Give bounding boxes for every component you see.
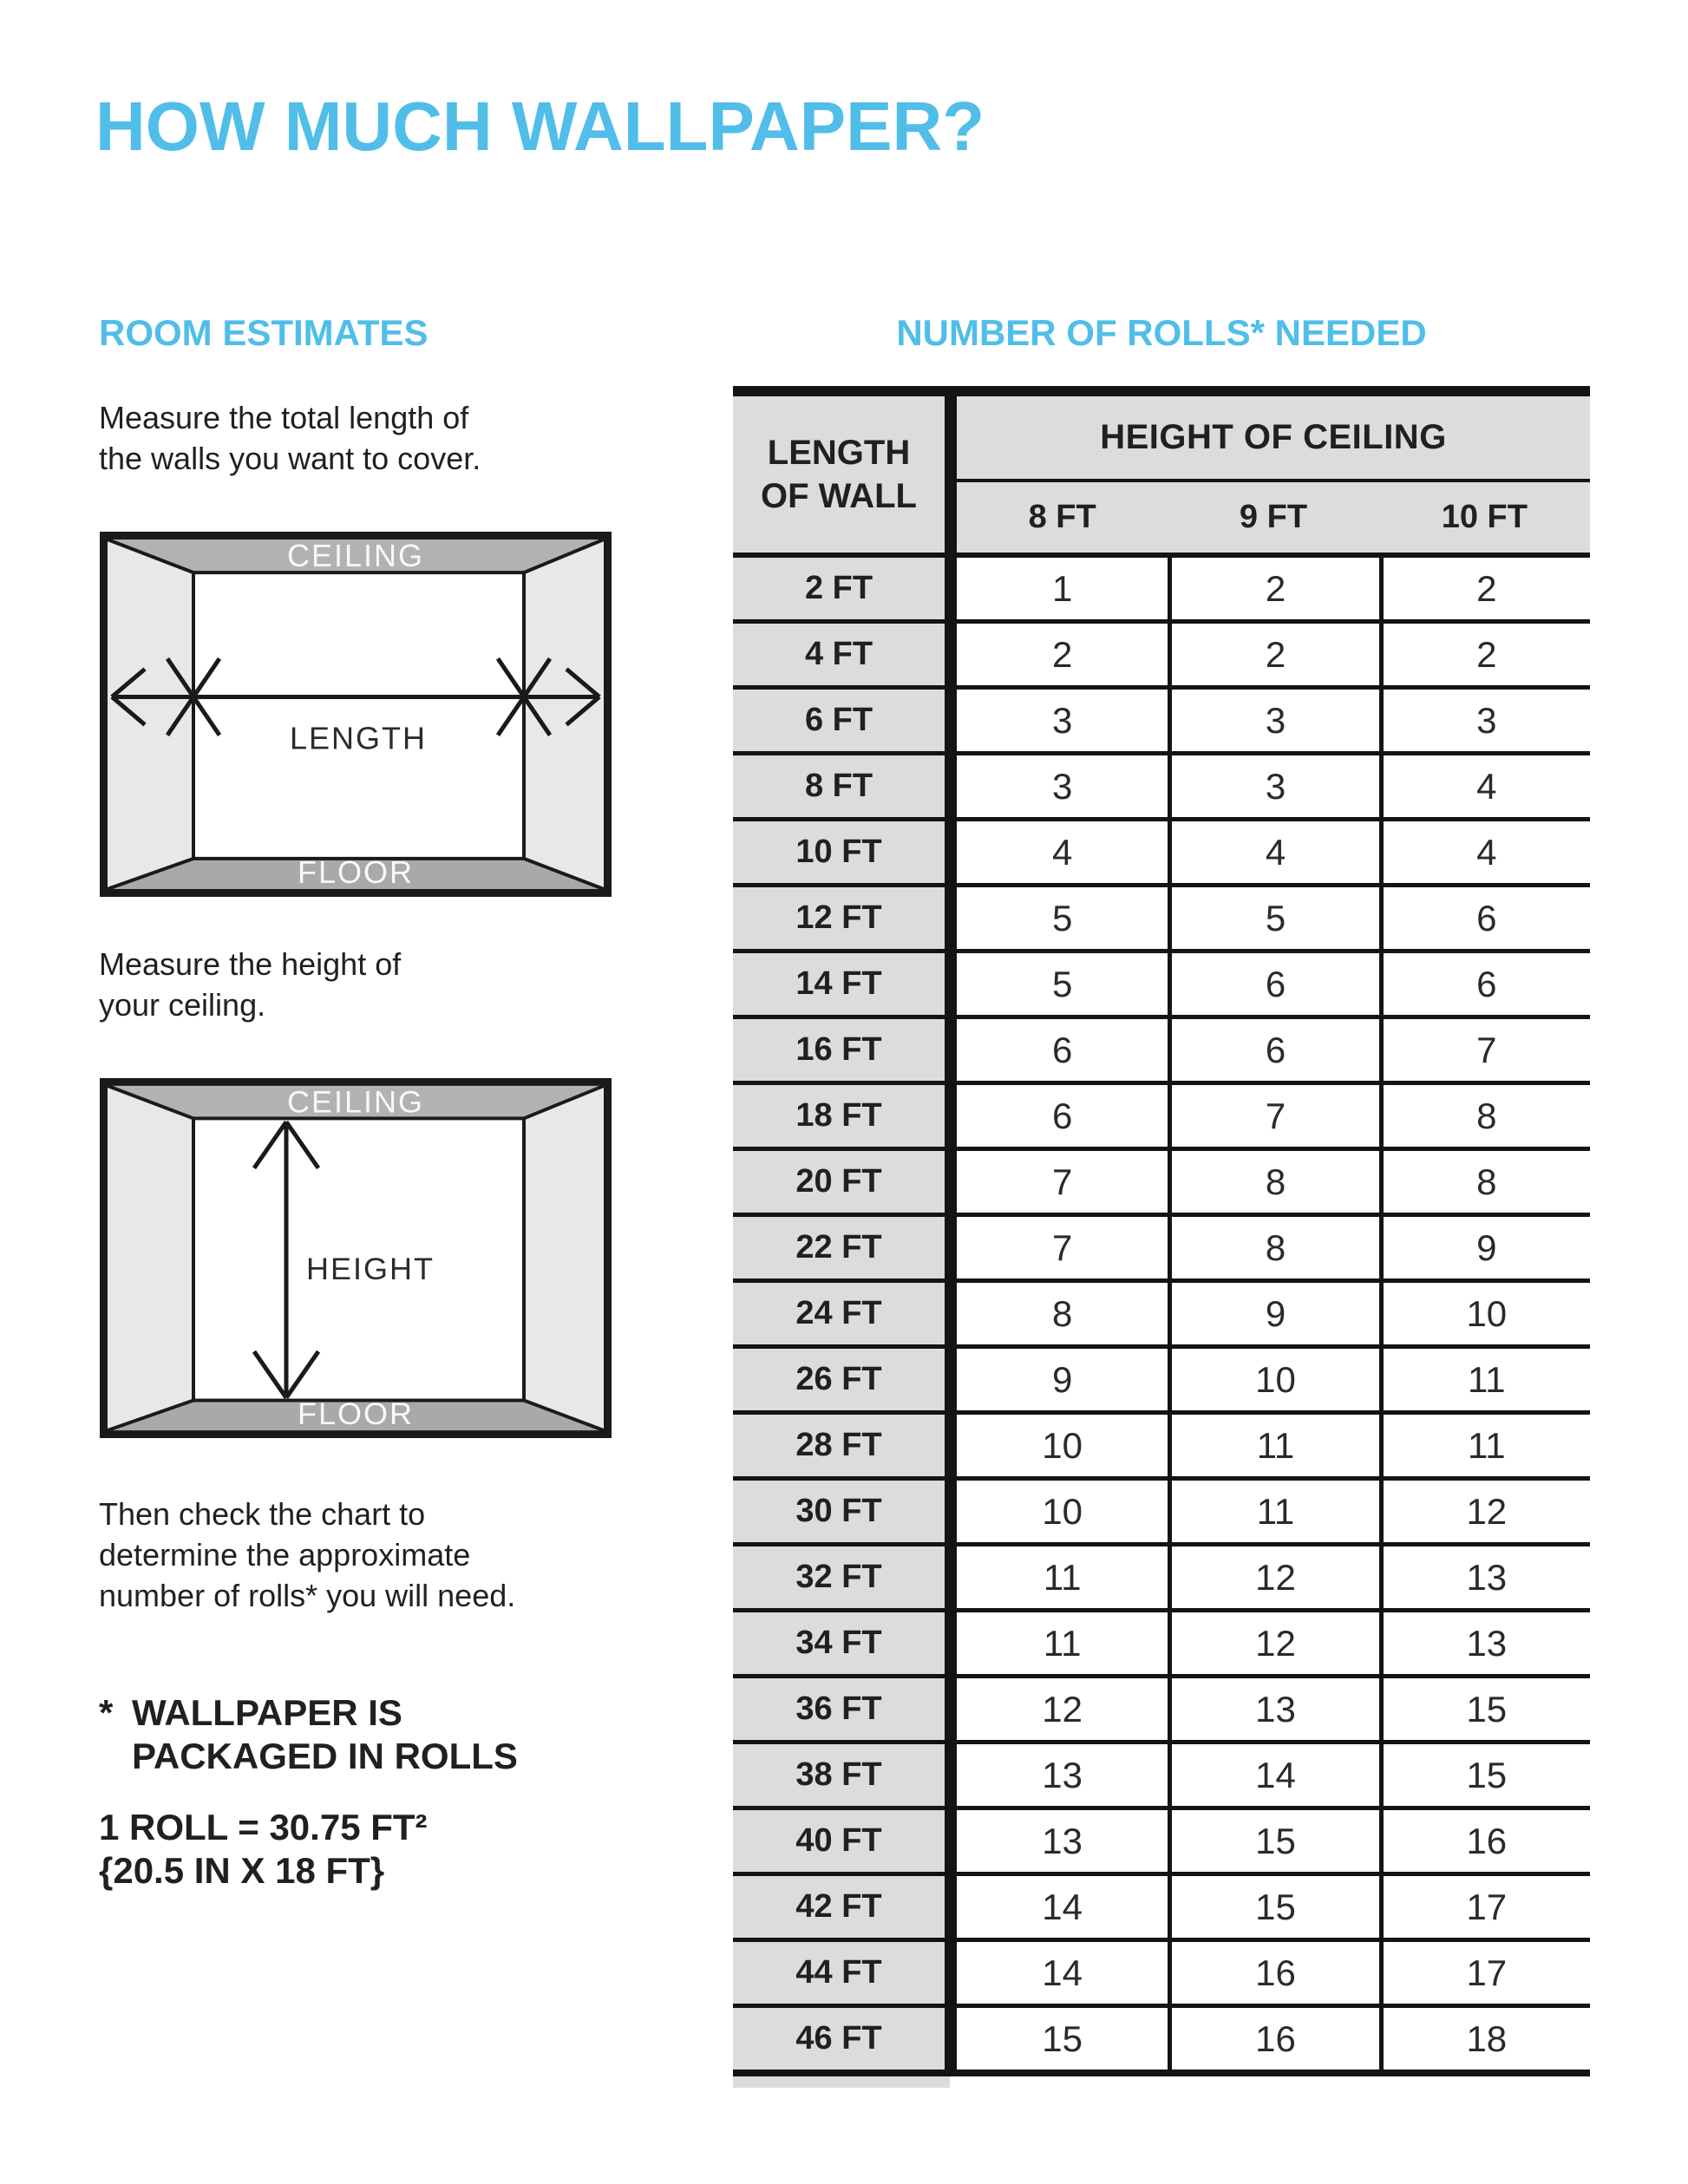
roll-count-cell: 5 bbox=[1168, 887, 1378, 949]
column-divider bbox=[945, 1349, 957, 1410]
roll-count-cell: 11 bbox=[1168, 1481, 1378, 1542]
roll-count-cell: 15 bbox=[1042, 2017, 1083, 2059]
wall-length-label: 26 FT bbox=[733, 1349, 945, 1410]
column-divider bbox=[945, 1085, 957, 1147]
roll-count-cell: 11 bbox=[1168, 1415, 1378, 1476]
roll-count-cell: 16 bbox=[1379, 1810, 1590, 1872]
wall-length-label: 6 FT bbox=[733, 690, 945, 751]
table-row bbox=[733, 1349, 1590, 1415]
roll-count-cell: 2 bbox=[1168, 624, 1378, 685]
roll-count-cell: 16 bbox=[1168, 2008, 1378, 2070]
wall-length-label: 20 FT bbox=[733, 1151, 945, 1213]
wall-length-label: 40 FT bbox=[733, 1810, 945, 1872]
wall-length-label: 28 FT bbox=[733, 1415, 945, 1476]
instruction-line: number of rolls* you will need. bbox=[99, 1578, 516, 1613]
wallpaper-packaged-footnote bbox=[99, 1691, 518, 1778]
footnote-line: WALLPAPER IS bbox=[132, 1692, 402, 1733]
column-divider bbox=[945, 1546, 957, 1608]
floor-label: FLOOR bbox=[298, 1396, 414, 1432]
column-divider bbox=[945, 690, 957, 751]
instruction-line: Measure the total length of bbox=[99, 400, 469, 435]
column-divider bbox=[945, 1151, 957, 1213]
wall-length-label: 18 FT bbox=[733, 1085, 945, 1147]
roll-count-cell: 4 bbox=[1379, 821, 1590, 883]
label-column-tail bbox=[733, 2076, 950, 2088]
room-estimates-heading: ROOM ESTIMATES bbox=[99, 312, 429, 353]
instruction-line: your ceiling. bbox=[99, 987, 266, 1023]
roll-count-cell: 11 bbox=[1043, 1622, 1082, 1664]
roll-count-cell: 13 bbox=[1042, 1820, 1083, 1861]
ceiling-height-column-header: 10 FT bbox=[1441, 499, 1528, 535]
wall-length-label: 36 FT bbox=[733, 1678, 945, 1740]
column-divider bbox=[945, 887, 957, 949]
roll-count-cell: 10 bbox=[1379, 1283, 1590, 1344]
roll-count-cell: 6 bbox=[1051, 1029, 1073, 1070]
roll-count-cell: 7 bbox=[1051, 1226, 1073, 1268]
column-divider bbox=[945, 1678, 957, 1740]
roll-count-cell: 4 bbox=[1379, 755, 1590, 817]
column-divider bbox=[945, 755, 957, 817]
roll-count-cell: 13 bbox=[1379, 1546, 1590, 1608]
roll-count-cell: 15 bbox=[1379, 1744, 1590, 1806]
table-row bbox=[733, 953, 1590, 1019]
wall-length-label: 46 FT bbox=[733, 2008, 945, 2070]
roll-count-cell: 4 bbox=[1168, 821, 1378, 883]
roll-count-cell: 8 bbox=[1379, 1151, 1590, 1213]
roll-count-cell: 10 bbox=[1042, 1424, 1083, 1466]
wall-length-label: 10 FT bbox=[733, 821, 945, 883]
roll-count-cell: 12 bbox=[1379, 1481, 1590, 1542]
header-line: LENGTH bbox=[767, 434, 911, 472]
table-body bbox=[733, 558, 1590, 2074]
ceiling-label: CEILING bbox=[287, 538, 424, 574]
table-row bbox=[733, 755, 1590, 821]
wall-length-label: 8 FT bbox=[733, 755, 945, 817]
roll-count-cell: 12 bbox=[1168, 1546, 1378, 1608]
roll-size-line: 1 ROLL = 30.75 FT² bbox=[99, 1807, 428, 1847]
column-divider bbox=[945, 1217, 957, 1278]
roll-count-cell: 12 bbox=[1168, 1612, 1378, 1674]
roll-count-cell: 6 bbox=[1168, 1019, 1378, 1081]
ceiling-height-column-header: 9 FT bbox=[1239, 499, 1308, 535]
wall-length-label: 24 FT bbox=[733, 1283, 945, 1344]
wall-length-label: 42 FT bbox=[733, 1876, 945, 1938]
wall-length-label: 30 FT bbox=[733, 1481, 945, 1542]
roll-count-cell: 14 bbox=[1042, 1952, 1083, 1993]
roll-count-cell: 4 bbox=[1051, 831, 1073, 873]
instruction-height-text bbox=[99, 944, 401, 1025]
roll-count-cell: 13 bbox=[1042, 1754, 1083, 1795]
column-divider bbox=[945, 953, 957, 1015]
instruction-chart-text bbox=[99, 1494, 515, 1616]
roll-count-cell: 10 bbox=[1168, 1349, 1378, 1410]
roll-count-cell: 7 bbox=[1379, 1019, 1590, 1081]
table-row bbox=[733, 1283, 1590, 1349]
column-divider bbox=[945, 1810, 957, 1872]
roll-count-cell: 7 bbox=[1051, 1161, 1073, 1202]
roll-count-cell: 15 bbox=[1379, 1678, 1590, 1740]
ceiling-label: CEILING bbox=[287, 1084, 424, 1120]
column-divider bbox=[945, 558, 957, 619]
asterisk: * bbox=[99, 1692, 114, 1733]
roll-count-cell: 8 bbox=[1168, 1151, 1378, 1213]
table-row bbox=[733, 1415, 1590, 1481]
roll-count-cell: 3 bbox=[1051, 699, 1073, 741]
roll-count-cell: 9 bbox=[1168, 1283, 1378, 1344]
roll-count-cell: 7 bbox=[1168, 1085, 1378, 1147]
roll-count-cell: 13 bbox=[1379, 1612, 1590, 1674]
column-divider bbox=[945, 396, 957, 553]
roll-count-cell: 3 bbox=[1168, 755, 1378, 817]
roll-count-cell: 13 bbox=[1168, 1678, 1378, 1740]
wall-length-label: 32 FT bbox=[733, 1546, 945, 1608]
table-row bbox=[733, 1744, 1590, 1810]
column-divider bbox=[945, 1019, 957, 1081]
roll-count-cell: 2 bbox=[1379, 624, 1590, 685]
roll-count-cell: 16 bbox=[1168, 1942, 1378, 2004]
table-row bbox=[733, 1942, 1590, 2008]
table-top-border bbox=[733, 386, 1590, 396]
wall-length-label: 16 FT bbox=[733, 1019, 945, 1081]
height-label: HEIGHT bbox=[306, 1252, 435, 1287]
left-wall-surface bbox=[108, 1086, 193, 1430]
roll-count-cell: 10 bbox=[1042, 1490, 1083, 1532]
roll-count-cell: 17 bbox=[1379, 1876, 1590, 1938]
column-divider bbox=[945, 624, 957, 685]
column-divider bbox=[945, 1942, 957, 2004]
wall-length-label: 34 FT bbox=[733, 1612, 945, 1674]
roll-count-cell: 11 bbox=[1379, 1415, 1590, 1476]
roll-size-line: {20.5 IN X 18 FT} bbox=[99, 1850, 385, 1891]
roll-count-cell: 9 bbox=[1379, 1217, 1590, 1278]
wall-length-label: 44 FT bbox=[733, 1942, 945, 2004]
table-row bbox=[733, 1151, 1590, 1217]
roll-count-cell: 6 bbox=[1168, 953, 1378, 1015]
table-row bbox=[733, 2008, 1590, 2074]
length-of-wall-header bbox=[733, 396, 945, 553]
wall-length-label: 22 FT bbox=[733, 1217, 945, 1278]
footnote-line: PACKAGED IN ROLLS bbox=[132, 1736, 518, 1776]
wall-length-label: 12 FT bbox=[733, 887, 945, 949]
roll-count-cell: 8 bbox=[1379, 1085, 1590, 1147]
roll-count-cell: 3 bbox=[1379, 690, 1590, 751]
roll-count-cell: 6 bbox=[1051, 1095, 1073, 1136]
roll-count-cell: 2 bbox=[1168, 558, 1378, 619]
instruction-line: the walls you want to cover. bbox=[99, 441, 481, 476]
table-row bbox=[733, 1810, 1590, 1876]
column-divider bbox=[945, 1283, 957, 1344]
column-divider bbox=[945, 1744, 957, 1806]
table-row bbox=[733, 1876, 1590, 1942]
rolls-needed-heading: NUMBER OF ROLLS* NEEDED bbox=[896, 312, 1427, 353]
roll-count-cell: 12 bbox=[1042, 1688, 1083, 1730]
column-divider bbox=[945, 821, 957, 883]
ceiling-header-group bbox=[957, 396, 1590, 553]
table-row bbox=[733, 1612, 1590, 1678]
table-row bbox=[733, 887, 1590, 953]
wall-length-label: 2 FT bbox=[733, 558, 945, 619]
instruction-line: determine the approximate bbox=[99, 1537, 471, 1573]
wall-length-label: 4 FT bbox=[733, 624, 945, 685]
roll-count-cell: 14 bbox=[1168, 1744, 1378, 1806]
length-label: LENGTH bbox=[290, 720, 427, 756]
ceiling-subheader-row bbox=[957, 482, 1590, 553]
column-divider bbox=[945, 1876, 957, 1938]
instruction-line: Then check the chart to bbox=[99, 1496, 426, 1532]
roll-count-cell: 9 bbox=[1051, 1358, 1073, 1400]
header-line: OF WALL bbox=[761, 477, 917, 515]
roll-count-cell: 3 bbox=[1051, 765, 1073, 807]
roll-count-cell: 2 bbox=[1051, 633, 1073, 675]
room-height-diagram bbox=[100, 1078, 612, 1438]
roll-count-cell: 11 bbox=[1379, 1349, 1590, 1410]
room-length-diagram bbox=[100, 532, 612, 897]
right-wall-surface bbox=[524, 1086, 604, 1430]
roll-count-cell: 11 bbox=[1043, 1556, 1082, 1598]
table-row bbox=[733, 821, 1590, 887]
roll-count-cell: 5 bbox=[1051, 897, 1073, 938]
table-row bbox=[733, 624, 1590, 690]
roll-count-cell: 15 bbox=[1168, 1810, 1378, 1872]
wall-length-label: 38 FT bbox=[733, 1744, 945, 1806]
table-row bbox=[733, 1678, 1590, 1744]
roll-count-cell: 6 bbox=[1379, 887, 1590, 949]
back-wall-surface bbox=[193, 572, 524, 859]
table-row bbox=[733, 690, 1590, 755]
instruction-length-text bbox=[99, 397, 481, 479]
table-row bbox=[733, 1019, 1590, 1085]
column-divider bbox=[945, 1612, 957, 1674]
wall-length-label: 14 FT bbox=[733, 953, 945, 1015]
roll-count-cell: 1 bbox=[1051, 567, 1073, 609]
table-row bbox=[733, 558, 1590, 624]
table-row bbox=[733, 1085, 1590, 1151]
roll-count-cell: 14 bbox=[1042, 1886, 1083, 1927]
column-divider bbox=[945, 1481, 957, 1542]
roll-count-cell: 5 bbox=[1051, 963, 1073, 1004]
height-of-ceiling-header: HEIGHT OF CEILING bbox=[957, 396, 1590, 482]
column-divider bbox=[945, 2008, 957, 2070]
floor-label: FLOOR bbox=[298, 853, 414, 890]
table-row bbox=[733, 1481, 1590, 1546]
roll-count-cell: 8 bbox=[1051, 1292, 1073, 1334]
roll-count-cell: 6 bbox=[1379, 953, 1590, 1015]
roll-count-cell: 15 bbox=[1168, 1876, 1378, 1938]
roll-count-cell: 3 bbox=[1168, 690, 1378, 751]
ceiling-height-column-header: 8 FT bbox=[1028, 499, 1096, 535]
table-row bbox=[733, 1217, 1590, 1283]
column-divider bbox=[945, 1415, 957, 1476]
roll-count-cell: 8 bbox=[1168, 1217, 1378, 1278]
page-title: HOW MUCH WALLPAPER? bbox=[95, 88, 985, 165]
roll-count-cell: 17 bbox=[1379, 1942, 1590, 2004]
roll-size-info bbox=[99, 1806, 428, 1893]
rolls-table bbox=[733, 386, 1590, 2088]
instruction-line: Measure the height of bbox=[99, 946, 402, 982]
roll-count-cell: 18 bbox=[1379, 2008, 1590, 2070]
table-row bbox=[733, 1546, 1590, 1612]
table-header bbox=[733, 396, 1590, 553]
roll-count-cell: 2 bbox=[1379, 558, 1590, 619]
